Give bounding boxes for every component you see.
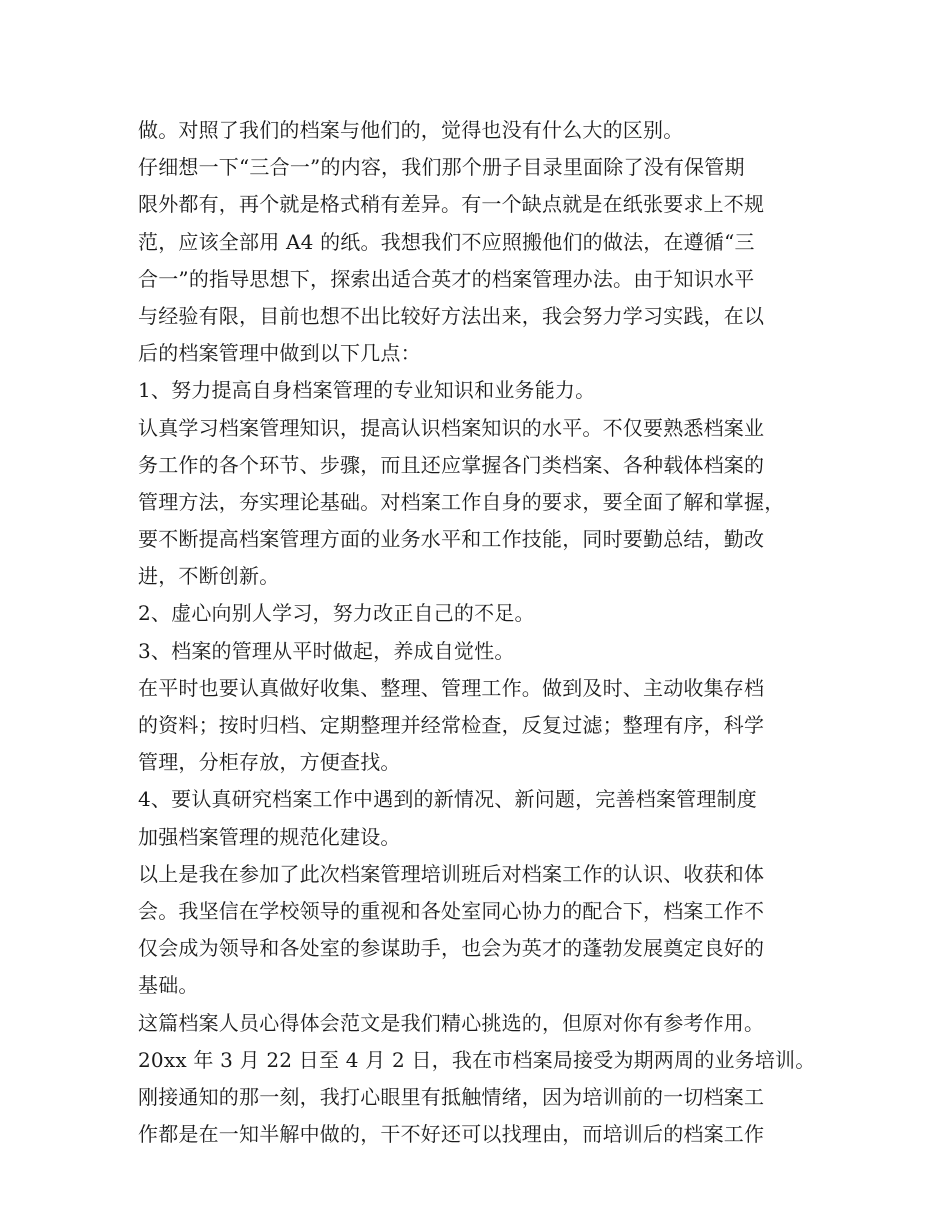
text-line: 刚接通知的那一刻，我打心眼里有抵触情绪，因为培训前的一切档案工 — [138, 1084, 765, 1109]
text-line: 进，不断创新。 — [138, 564, 280, 589]
list-item-heading: 3、档案的管理从平时做起，养成自觉性。 — [138, 638, 515, 663]
list-item-heading: 4、要认真研究档案工作中遇到的新情况、新问题，完善档案管理制度 — [138, 787, 757, 812]
text-line: 在平时也要认真做好收集、整理、管理工作。做到及时、主动收集存档 — [138, 675, 765, 700]
text-line: 20xx 年 3 月 22 日至 4 月 2 日，我在市档案局接受为期两周的业务培训。 — [138, 1047, 816, 1072]
text-line: 合一”的指导思想下，探索出适合英才的档案管理办法。由于知识水平 — [138, 266, 755, 291]
body-text — [138, 112, 828, 1153]
text-line: 作都是在一知半解中做的，干不好还可以找理由，而培训后的档案工作 — [138, 1122, 765, 1147]
text-line: 会。我坚信在学校领导的重视和各处室同心协力的配合下，档案工作不 — [138, 898, 765, 923]
text-line: 以上是我在参加了此次档案管理培训班后对档案工作的认识、收获和体 — [138, 861, 765, 886]
text-line: 限外都有，再个就是格式稍有差异。有一个缺点就是在纸张要求上不规 — [138, 192, 765, 217]
text-line: 基础。 — [138, 973, 199, 998]
text-line: 仅会成为领导和各处室的参谋助手，也会为英才的蓬勃发展奠定良好的 — [138, 936, 765, 961]
text-line: 务工作的各个环节、步骤，而且还应掌握各门类档案、各种载体档案的 — [138, 452, 765, 477]
text-line: 的资料；按时归档、定期整理并经常检查，反复过滤；整理有序，科学 — [138, 713, 765, 737]
text-line: 这篇档案人员心得体会范文是我们精心挑选的，但原对你有参考作用。 — [138, 1010, 765, 1035]
text-line: 管理方法，夯实理论基础。对档案工作自身的要求，要全面了解和掌握， — [138, 489, 785, 514]
text-line: 做。对照了我们的档案与他们的，觉得也没有什么大的区别。 — [138, 118, 684, 142]
list-item-heading: 2、虚心向别人学习，努力改正自己的不足。 — [138, 601, 535, 626]
text-line: 与经验有限，目前也想不出比较好方法出来，我会努力学习实践，在以 — [138, 303, 765, 328]
text-line: 认真学习档案管理知识，提高认识档案知识的水平。不仅要熟悉档案业 — [138, 415, 765, 440]
text-line: 后的档案管理中做到以下几点： — [138, 341, 421, 366]
text-line: 加强档案管理的规范化建设。 — [138, 824, 401, 849]
text-line: 要不断提高档案管理方面的业务水平和工作技能，同时要勤总结，勤改 — [138, 527, 765, 552]
text-line: 范，应该全部用 A4 的纸。我想我们不应照搬他们的做法，在遵循“三 — [138, 229, 755, 254]
list-item-heading: 1、努力提高自身档案管理的专业知识和业务能力。 — [138, 378, 596, 403]
text-line: 管理，分柜存放，方便查找。 — [138, 750, 401, 775]
text-line: 仔细想一下“三合一”的内容，我们那个册子目录里面除了没有保管期 — [138, 155, 745, 180]
